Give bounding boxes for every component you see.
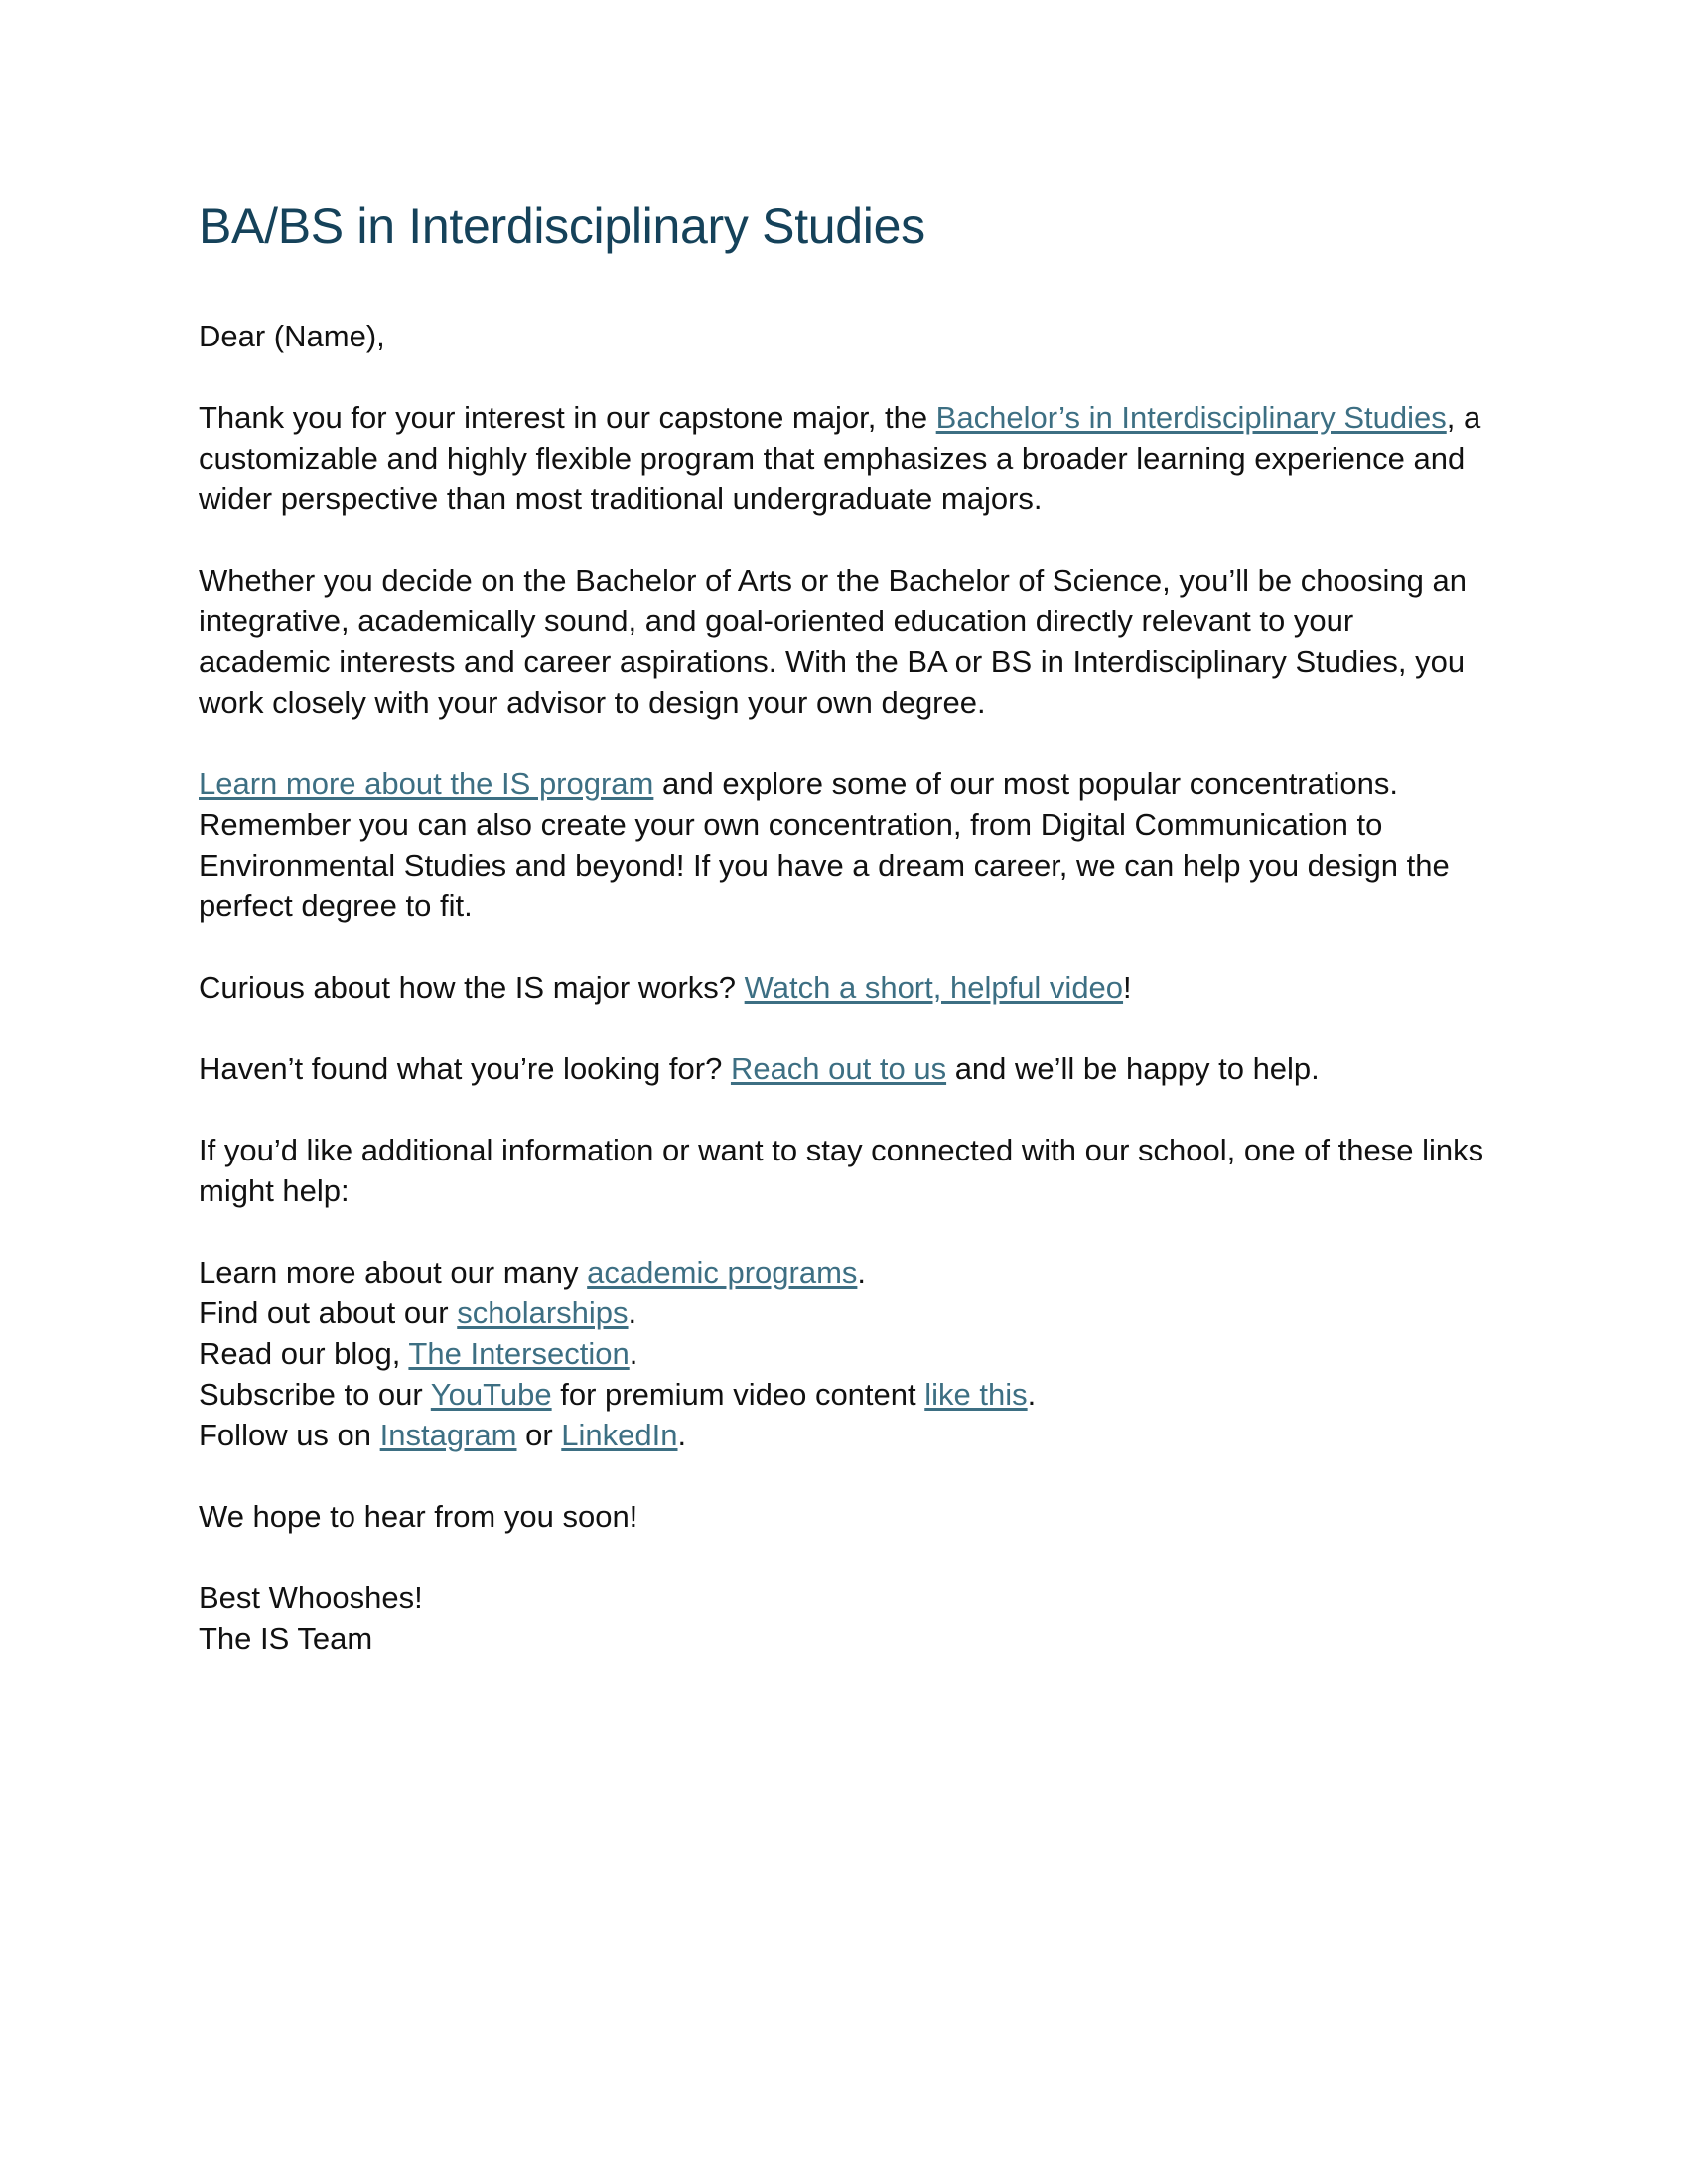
bachelors-program-link[interactable]: Bachelor’s in Interdisciplinary Studies [935, 400, 1447, 435]
reach-out-text-after: and we’ll be happy to help. [946, 1051, 1320, 1086]
resource-social-line [199, 1415, 1489, 1455]
learn-more-paragraph [199, 763, 1489, 926]
letter-page [199, 197, 1489, 1659]
video-text-before: Curious about how the IS major works? [199, 970, 745, 1005]
like-this-video-link[interactable]: like this [924, 1377, 1028, 1412]
video-text-after: ! [1123, 970, 1132, 1005]
resource-blog-line [199, 1333, 1489, 1374]
scholarships-link[interactable]: scholarships [457, 1296, 629, 1330]
instagram-link[interactable]: Instagram [379, 1418, 517, 1452]
watch-video-link[interactable]: Watch a short, helpful video [744, 970, 1124, 1005]
academic-programs-link[interactable]: academic programs [587, 1255, 858, 1290]
signature: The IS Team [199, 1621, 373, 1656]
degree-text: Whether you decide on the Bachelor of Arts or the Bachelor of Science, you’ll be choosing an integrative, academically sound, and goal-oriented education directly relevant to your academic interests and career aspirations. With the BA or BS in Interdisciplinary Studies, you work closely with your advisor to design your own degree. [199, 563, 1467, 720]
youtube-text-after: . [1027, 1377, 1037, 1412]
the-intersection-blog-link[interactable]: The Intersection [408, 1336, 630, 1371]
reach-out-text-before: Haven’t found what you’re looking for? [199, 1051, 731, 1086]
youtube-text-before: Subscribe to our [199, 1377, 431, 1412]
greeting [199, 316, 1489, 356]
resource-academic-line [199, 1252, 1489, 1293]
youtube-text-middle: for premium video content [551, 1377, 925, 1412]
social-text-after: . [677, 1418, 687, 1452]
academic-text-before: Learn more about our many [199, 1255, 588, 1290]
learn-more-is-program-link[interactable]: Learn more about the IS program [199, 766, 654, 801]
signature-block [199, 1577, 1489, 1659]
connect-intro-paragraph [199, 1130, 1489, 1211]
greeting-text: Dear (Name), [199, 319, 385, 353]
linkedin-link[interactable]: LinkedIn [561, 1418, 678, 1452]
resource-scholarships-line [199, 1293, 1489, 1333]
scholarships-text-after: . [628, 1296, 637, 1330]
video-paragraph [199, 967, 1489, 1008]
connect-intro-text: If you’d like additional information or want to stay connected with our school, one of these links might help: [199, 1133, 1484, 1208]
resource-links-list [199, 1252, 1489, 1455]
social-text-middle: or [516, 1418, 562, 1452]
blog-text-before: Read our blog, [199, 1336, 409, 1371]
degree-paragraph [199, 560, 1489, 723]
reach-out-paragraph [199, 1048, 1489, 1089]
academic-text-after: . [857, 1255, 867, 1290]
blog-text-after: . [629, 1336, 638, 1371]
youtube-link[interactable]: YouTube [430, 1377, 552, 1412]
scholarships-text-before: Find out about our [199, 1296, 458, 1330]
resource-youtube-line [199, 1374, 1489, 1415]
intro-text-before: Thank you for your interest in our capstone major, the [199, 400, 936, 435]
learn-more-text: and explore some of our most popular concentrations. Remember you can also create your own concentration, from Digital Communication to Environmental Studies and beyond! If you have a dream career, we can help you design the perfect degree to fit. [199, 766, 1450, 923]
intro-text-after: , a customizable and highly flexible program that emphasizes a broader learning experience and wider perspective than most traditional undergraduate majors. [199, 400, 1481, 516]
closing-text: We hope to hear from you soon! [199, 1499, 638, 1534]
page-title: BA/BS in Interdisciplinary Studies [199, 199, 925, 254]
social-text-before: Follow us on [199, 1418, 380, 1452]
reach-out-link[interactable]: Reach out to us [730, 1051, 947, 1086]
intro-paragraph [199, 397, 1489, 519]
closing-paragraph [199, 1496, 1489, 1537]
signoff: Best Whooshes! [199, 1580, 423, 1615]
